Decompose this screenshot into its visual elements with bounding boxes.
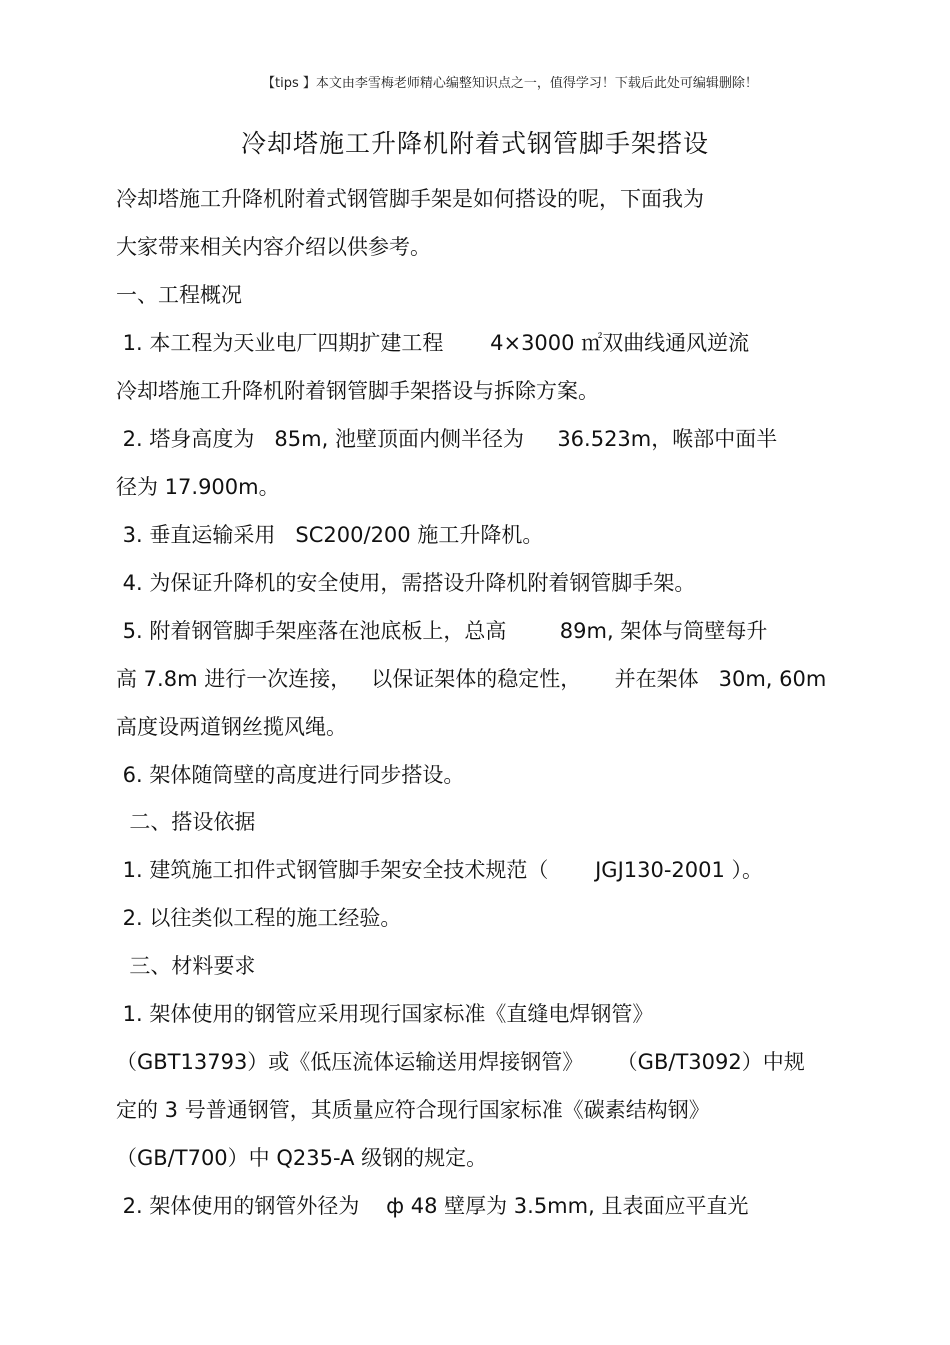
paragraph-line: 5. 附着钢管脚手架座落在池底板上，总高 89m, 架体与筒壁每升 [116,619,768,643]
paragraph-line: 高度设两道钢丝揽风绳。 [116,715,347,739]
paragraph-line: 2. 以往类似工程的施工经验。 [116,906,402,930]
document-title: 冷却塔施工升降机附着式钢管脚手架搭设 [240,129,709,158]
paragraph-line: 定的 3 号普通钢管，其质量应符合现行国家标准《碳素结构钢》 [116,1098,710,1122]
paragraph-line: 大家带来相关内容介绍以供参考。 [116,235,431,259]
paragraph-line: 2. 塔身高度为 85m, 池壁顶面内侧半径为 36.523m，喉部中面半 [116,427,778,451]
section-heading: 一、工程概况 [116,283,242,307]
paragraph-line: （GB/T700）中 Q235-A 级钢的规定。 [116,1146,488,1170]
paragraph-line: 6. 架体随筒壁的高度进行同步搭设。 [116,763,465,787]
header-tip: 【tips 】本文由李雪梅老师精心编整知识点之一，值得学习！下载后此处可编辑删除！ [262,76,758,91]
paragraph-line: 1. 本工程为天业电厂四期扩建工程 4×3000 ㎡双曲线通风逆流 [116,331,750,355]
section-heading: 三、材料要求 [116,954,256,978]
paragraph-line: 3. 垂直运输采用 SC200/200 施工升降机。 [116,523,544,547]
paragraph-line: 冷却塔施工升降机附着钢管脚手架搭设与拆除方案。 [116,379,599,403]
paragraph-line: 4. 为保证升降机的安全使用，需搭设升降机附着钢管脚手架。 [116,571,696,595]
paragraph-line: 径为 17.900m。 [116,475,280,499]
paragraph-line: 1. 架体使用的钢管应采用现行国家标准《直缝电焊钢管》 [116,1002,654,1026]
paragraph-line: 冷却塔施工升降机附着式钢管脚手架是如何搭设的呢，下面我为 [116,187,704,211]
paragraph-line: （GBT13793）或《低压流体运输送用焊接钢管》 （GB/T3092）中规 [116,1050,805,1074]
paragraph-line: 2. 架体使用的钢管外径为 ф 48 壁厚为 3.5mm, 且表面应平直光 [116,1194,749,1218]
paragraph-line: 高 7.8m 进行一次连接， 以保证架体的稳定性， 并在架体 30m, 60m [116,667,827,691]
section-heading: 二、搭设依据 [116,810,256,834]
paragraph-line: 1. 建筑施工扣件式钢管脚手架安全技术规范（ JGJ130-2001 ）。 [116,858,764,882]
